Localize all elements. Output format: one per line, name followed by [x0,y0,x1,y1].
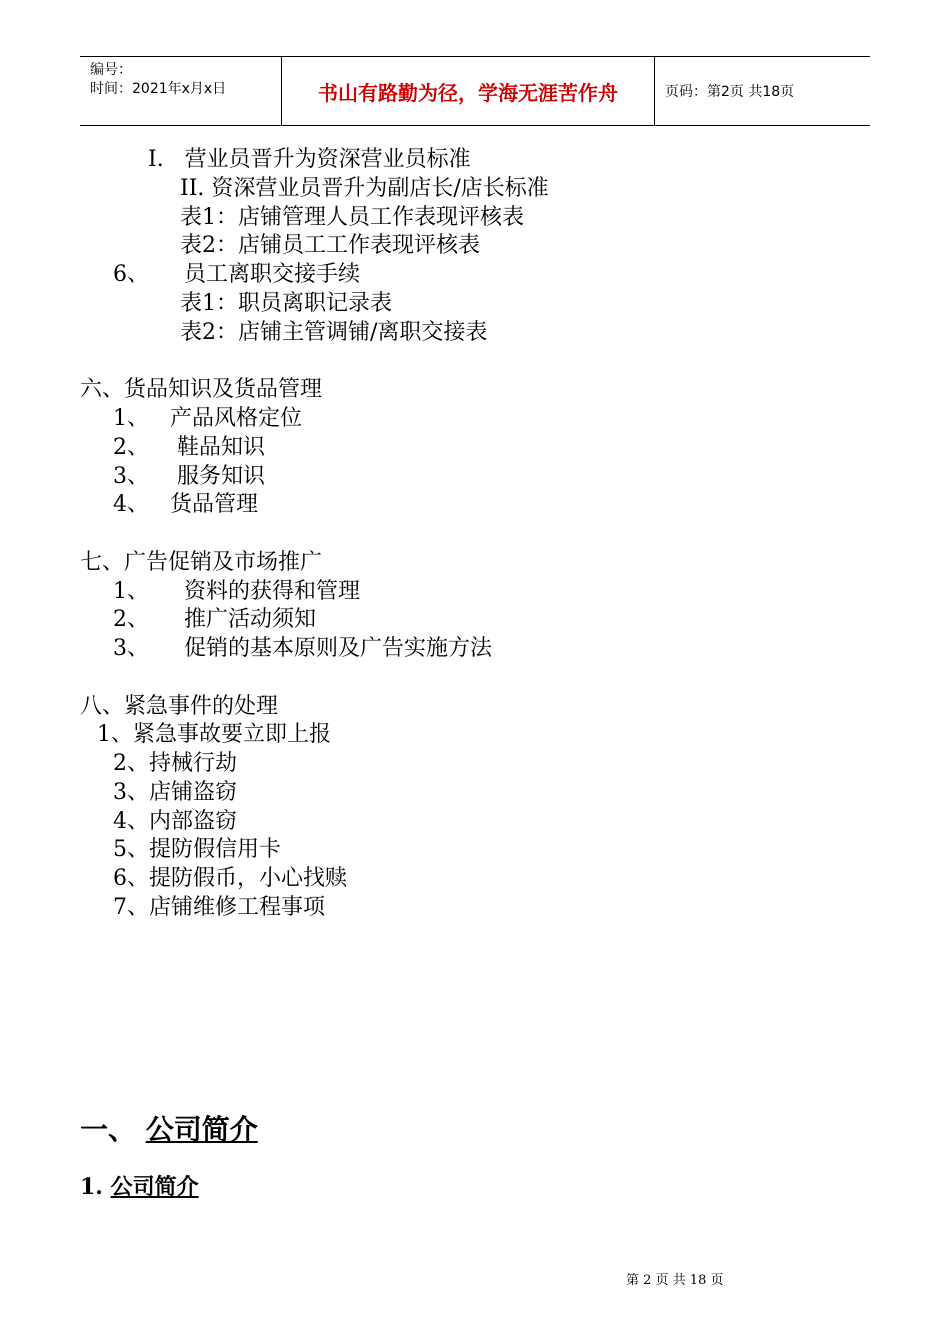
toc-line: 2、 推广活动须知 [113,607,316,632]
section-heading-1 [80,1108,258,1148]
toc-line: 表1：店铺管理人员工作表现评核表 [180,205,524,230]
toc-line: 1、 资料的获得和管理 [113,579,360,604]
heading-title: 公司简介 [110,1174,199,1200]
header-left-cell [80,57,282,125]
toc-line: 4、 货品管理 [113,492,258,517]
toc-section-heading: 七、广告促销及市场推广 [80,550,323,575]
heading-title: 公司简介 [145,1113,258,1146]
time-label: 时间：2021年x月x日 [90,81,227,97]
toc-line: 表1：职员离职记录表 [180,291,392,316]
toc-line: 2、 鞋品知识 [113,435,265,460]
toc-line: I. 营业员晋升为资深营业员标准 [148,147,471,172]
toc-line: 1、 产品风格定位 [113,406,302,431]
toc-line: 7、店铺维修工程事项 [113,895,325,920]
toc-line: 3、 服务知识 [113,464,265,489]
toc-section-heading: 六、货品知识及货品管理 [80,377,323,402]
toc-section-heading: 八、紧急事件的处理 [80,694,279,719]
toc-line: 6、提防假币，小心找赎 [113,866,347,891]
page-footer: 第 2 页 共 18 页 [626,1273,724,1288]
number-label: 编号： [90,62,132,78]
toc-line: 表2：店铺主管调铺/离职交接表 [180,320,488,345]
toc-line: 3、 促销的基本原则及广告实施方法 [113,636,492,661]
toc-line: 6、 员工离职交接手续 [113,262,360,287]
toc-line: 3、店铺盗窃 [113,780,237,805]
heading-number: 一、 [80,1113,146,1146]
heading-number: 1. [80,1174,111,1200]
header-page-info: 页码：第2页 共18页 [665,84,795,100]
section-heading-2 [80,1170,199,1201]
toc-line: 1、紧急事故要立即上报 [97,722,331,747]
page-header [80,56,870,126]
toc-line: 2、持械行劫 [113,751,237,776]
header-motto: 书山有路勤为径，学海无涯苦作舟 [282,57,655,125]
toc-line: II. 资深营业员晋升为副店长/店长标准 [180,176,549,201]
toc-line: 5、提防假信用卡 [113,837,281,862]
toc-line: 表2：店铺员工工作表现评核表 [180,233,480,258]
toc-line: 4、内部盗窃 [113,809,237,834]
